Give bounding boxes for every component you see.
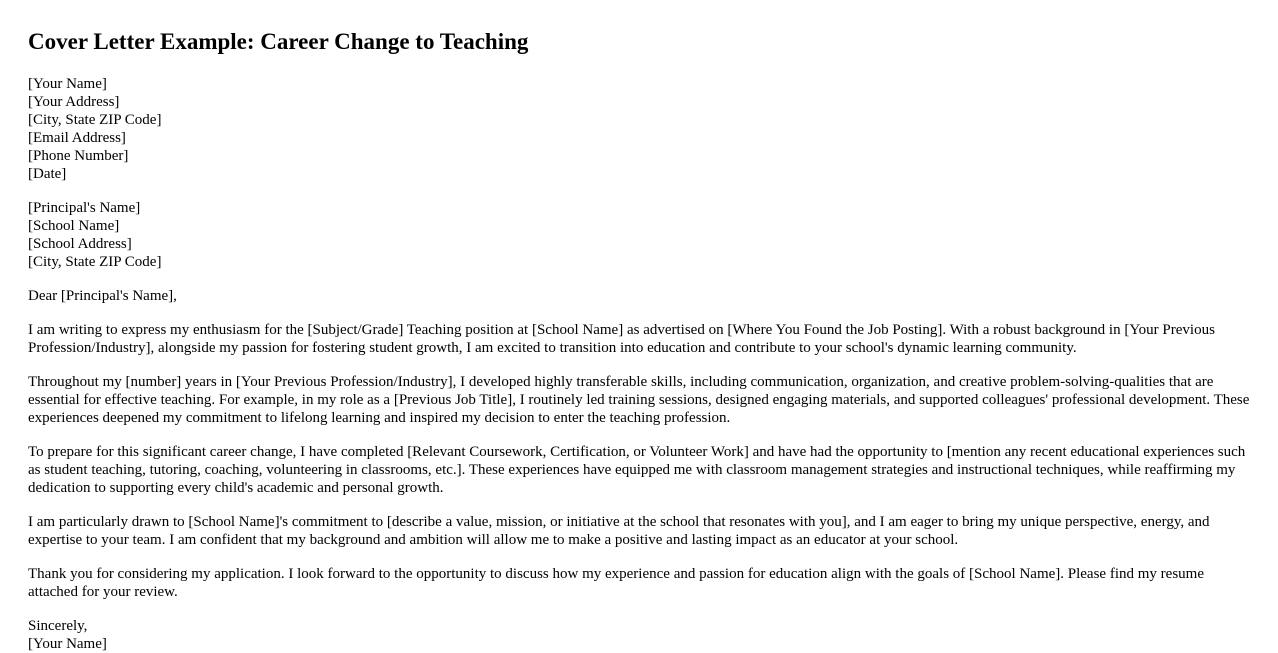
sender-name: [Your Name]	[28, 76, 107, 92]
recipient-name: [Principal's Name]	[28, 200, 141, 216]
recipient-school-name: [School Name]	[28, 218, 120, 234]
recipient-city-state-zip: [City, State ZIP Code]	[28, 254, 162, 270]
sender-city-state-zip: [City, State ZIP Code]	[28, 112, 162, 128]
closing-block	[28, 617, 1258, 653]
recipient-address-block	[28, 199, 1258, 271]
sender-address: [Your Address]	[28, 94, 120, 110]
body-paragraph-intro: I am writing to express my enthusiasm for the [Subject/Grade] Teaching position at [School Name] as advertised on [Where You Found the Job Posting]. With a robust background in [Your Previous Profession/Industry], alongside my passion for fostering student growth, I am excited to transition into education and contribute to your school's dynamic learning community.	[28, 322, 1215, 356]
recipient-school-address: [School Address]	[28, 236, 132, 252]
body-paragraph-motivation: I am particularly drawn to [School Name]'s commitment to [describe a value, mission, or initiative at the school that resonates with you], and I am eager to bring my unique perspective, energy, and expertise to your team. I am confident that my background and ambition will allow me to make a positive and lasting impact as an educator at your school.	[28, 514, 1210, 548]
sender-phone: [Phone Number]	[28, 148, 129, 164]
closing: Sincerely,	[28, 618, 88, 634]
body-paragraph-thanks: Thank you for considering my application. I look forward to the opportunity to discuss how my experience and passion for education align with the goals of [School Name]. Please find my resume attached for your review.	[28, 566, 1204, 600]
page-title: Cover Letter Example: Career Change to Teaching	[28, 29, 529, 54]
letter-date: [Date]	[28, 166, 67, 182]
sender-address-block	[28, 75, 1258, 183]
body-paragraph-experience: Throughout my [number] years in [Your Previous Profession/Industry], I developed highly transferable skills, including communication, organization, and creative problem-solving-qualities that are essential for effective teaching. For example, in my role as a [Previous Job Title], I routinely led training sessions, designed engaging materials, and supported colleagues' professional development. These experiences deepened my commitment to lifelong learning and inspired my decision to enter the teaching profession.	[28, 374, 1250, 426]
sender-email: [Email Address]	[28, 130, 126, 146]
salutation: Dear [Principal's Name],	[28, 288, 177, 304]
body-paragraph-preparation: To prepare for this significant career change, I have completed [Relevant Coursework, Certification, or Volunteer Work] and have had the opportunity to [mention any recent educational experiences such as student teaching, tutoring, coaching, volunteering in classrooms, etc.]. These experiences have equipped me with classroom management strategies and instructional techniques, while reaffirming my dedication to supporting every child's academic and personal growth.	[28, 444, 1246, 496]
signature-name: [Your Name]	[28, 636, 107, 652]
